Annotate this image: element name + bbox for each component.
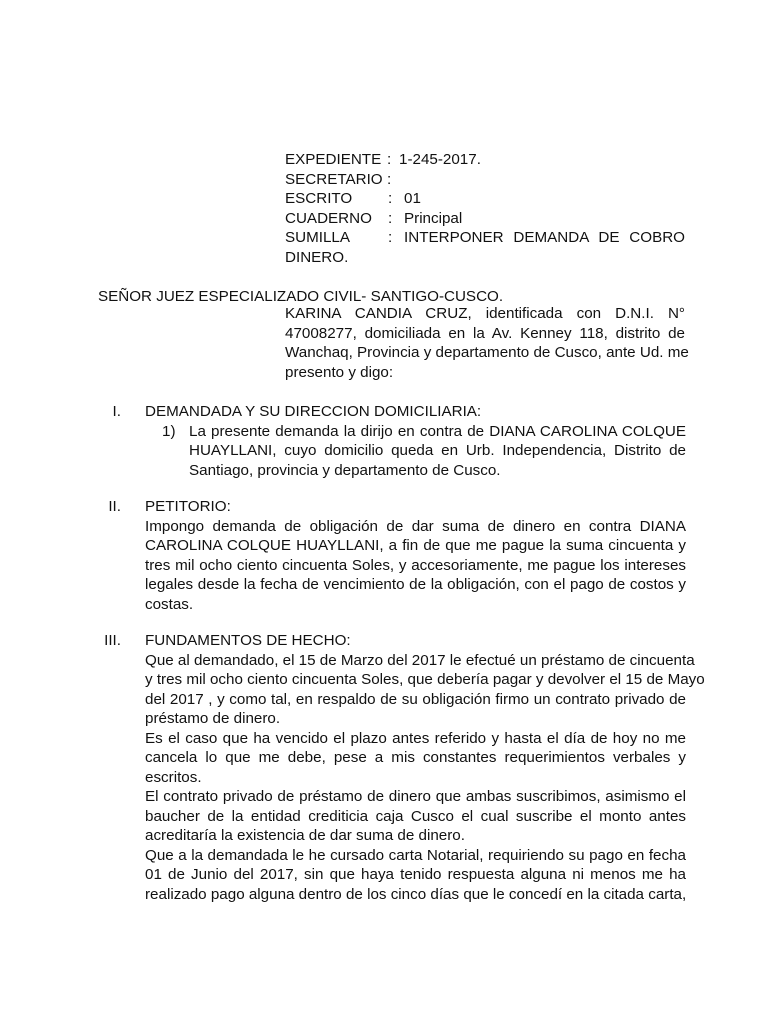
body-line: y tres mil ocho ciento cincuenta Soles, que debería pagar y devolver el 15 de Mayo: [145, 671, 705, 688]
item-line: La presente demanda la dirijo en contra de DIANA CAROLINA COLQUE: [189, 422, 686, 440]
item-body: [189, 422, 686, 481]
section-title: DEMANDADA Y SU DIRECCION DOMICILIARIA:: [145, 403, 482, 420]
body-line: tres mil ocho ciento cincuenta Soles, y accesoriamente, me pague los intereses: [145, 556, 686, 574]
body-line: CAROLINA COLQUE HUAYLLANI, a fin de que me pague la suma cincuenta y: [145, 537, 686, 554]
item-number: 1): [162, 422, 176, 440]
header-row-secretario: [285, 170, 685, 190]
section-numeral: I.: [112, 403, 121, 420]
header-row-expediente: [285, 150, 685, 170]
body-line: legales desde la fecha de vencimiento de la obligación, con el pago de costos y: [145, 576, 686, 593]
header-separator: :: [388, 209, 393, 227]
addressee: SEÑOR JUEZ ESPECIALIZADO CIVIL- SANTIGO-CUSCO.: [98, 288, 504, 305]
header-value: 01: [404, 190, 421, 207]
header-row-escrito: [285, 189, 685, 209]
intro-line: KARINA CANDIA CRUZ, identificada con D.N.I. N°: [285, 305, 685, 322]
body-line: 01 de Junio del 2017, sin que haya tenido respuesta alguna ni menos me ha: [145, 866, 686, 883]
body-line: Es el caso que ha vencido el plazo antes referido y hasta el día de hoy no me: [145, 729, 686, 747]
section-body: [145, 517, 686, 615]
body-line: préstamo de dinero.: [145, 710, 281, 727]
header-row-cuaderno: [285, 209, 685, 229]
section-body: [145, 651, 705, 905]
case-header: [285, 150, 685, 267]
section-numeral: III.: [104, 632, 121, 649]
header-separator: :: [388, 190, 393, 207]
header-value: Principal: [404, 209, 463, 227]
header-label: SECRETARIO: [285, 170, 383, 188]
body-line: escritos.: [145, 768, 202, 786]
header-separator: :: [387, 151, 392, 168]
header-value: INTERPONER DEMANDA DE COBRO: [404, 229, 685, 246]
intro-line: Wanchaq, Provincia y departamento de Cusco, ante Ud. me: [285, 344, 689, 361]
item-line: Santiago, provincia y departamento de Cusco.: [189, 461, 501, 479]
section-numeral: II.: [108, 498, 121, 515]
header-row-sumilla: [285, 228, 685, 248]
body-line: Que al demandado, el 15 de Marzo del 2017 le efectué un préstamo de cincuenta: [145, 651, 695, 669]
section-title: FUNDAMENTOS DE HECHO:: [145, 632, 351, 649]
header-label: ESCRITO: [285, 190, 353, 207]
body-line: Impongo demanda de obligación de dar suma de dinero en contra DIANA: [145, 517, 686, 535]
body-line: cancela lo que me debe, pese a mis constantes requerimientos verbales y: [145, 749, 686, 766]
item-line: HUAYLLANI, cuyo domicilio queda en Urb. Independencia, Distrito de: [189, 442, 686, 459]
header-separator: :: [388, 229, 393, 246]
section-title: PETITORIO:: [145, 498, 231, 515]
header-value: 1-245-2017.: [399, 151, 481, 168]
intro-line: 47008277, domiciliada en la Av. Kenney 118, distrito de: [285, 324, 685, 342]
body-line: Que a la demandada le he cursado carta Notarial, requiriendo su pago en fecha: [145, 846, 686, 864]
body-line: acreditaría la existencia de dar suma de dinero.: [145, 827, 465, 844]
body-line: del 2017 , y como tal, en respaldo de su obligación firmo un contrato privado de: [145, 690, 686, 708]
header-separator: :: [387, 170, 392, 188]
body-line: El contrato privado de préstamo de dinero que ambas suscribimos, asimismo el: [145, 788, 686, 805]
intro-line: presento y digo:: [285, 363, 394, 381]
header-label: SUMILLA: [285, 229, 350, 246]
header-label: CUADERNO: [285, 209, 372, 227]
body-line: baucher de la entidad crediticia caja Cusco el cual suscribe el monto antes: [145, 807, 686, 825]
body-line: costas.: [145, 595, 194, 613]
header-label: EXPEDIENTE: [285, 151, 382, 168]
intro-paragraph: [285, 304, 689, 382]
header-row-sumilla-cont: [285, 248, 685, 268]
sumilla-continuation: DINERO.: [285, 248, 349, 266]
body-line: realizado pago alguna dentro de los cinco días que le concedí en la citada carta,: [145, 885, 687, 903]
